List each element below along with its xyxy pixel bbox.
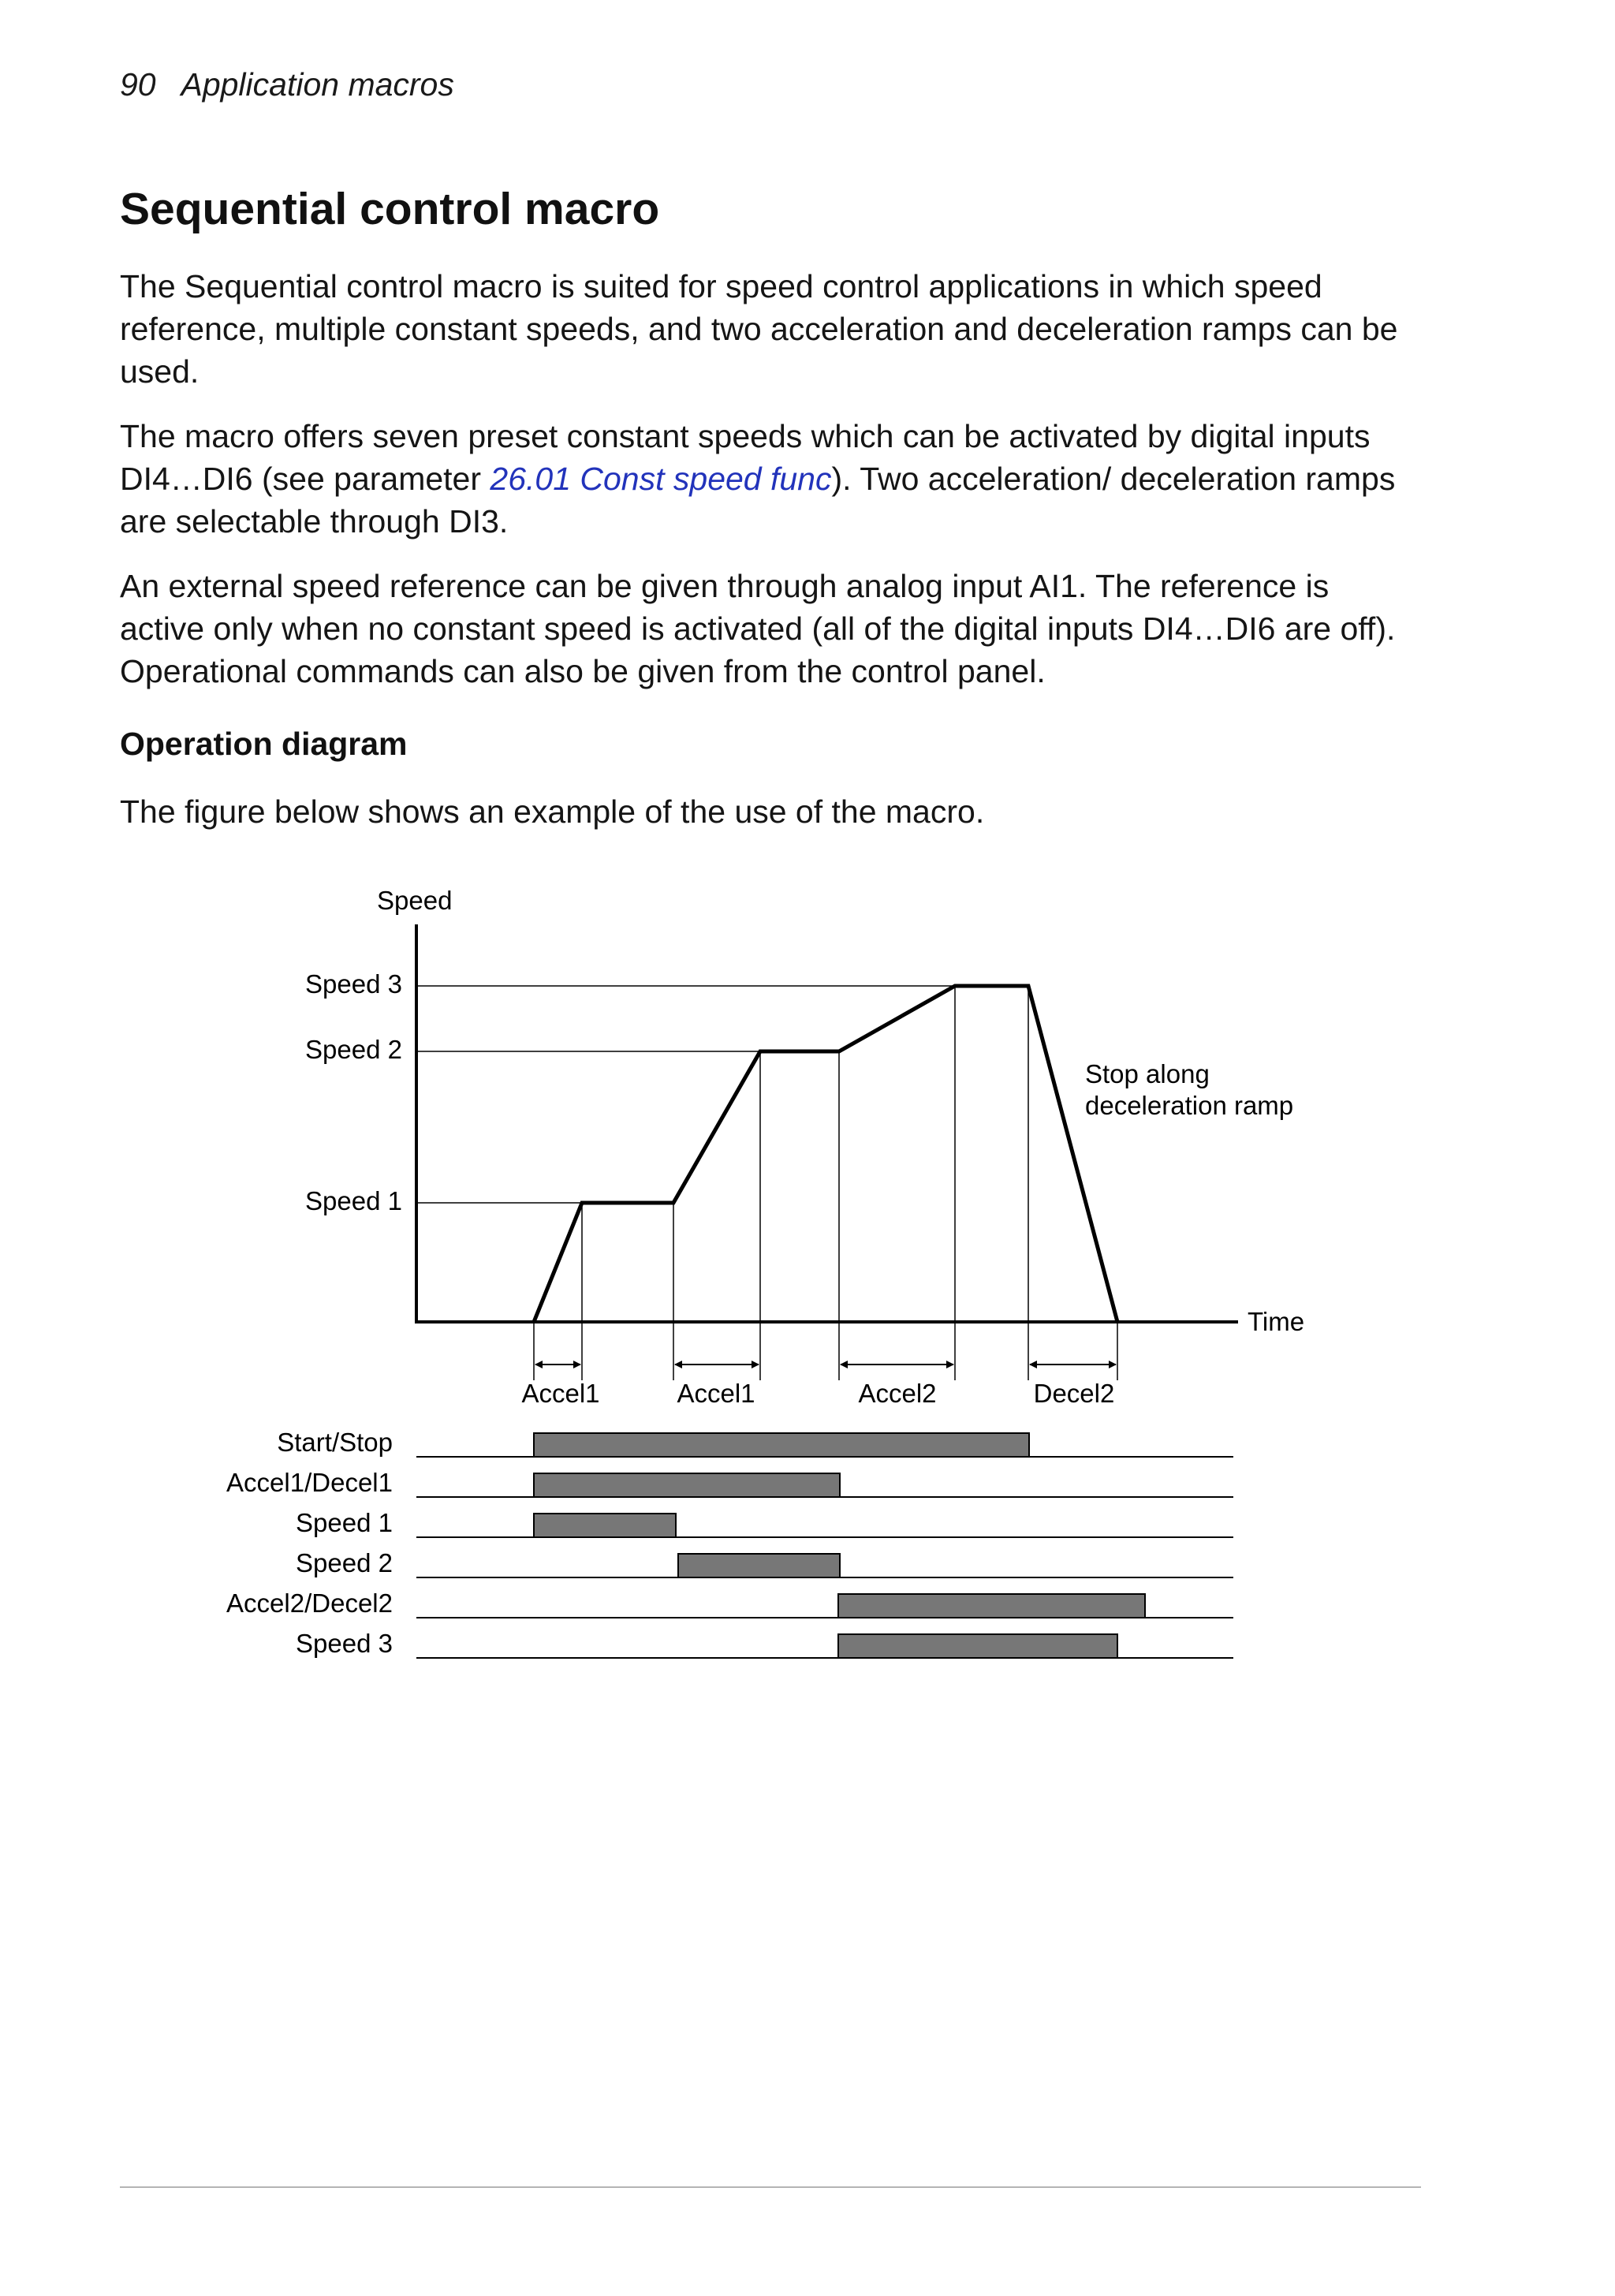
ramp-label: Accel2 [858, 1379, 937, 1408]
ramp-label: Accel1 [677, 1379, 755, 1408]
y-axis-label: Speed [377, 886, 453, 915]
page-number: 90 [120, 66, 156, 103]
signal-label: Accel1/Decel1 [226, 1468, 393, 1497]
page-title: Sequential control macro [120, 184, 660, 234]
start-stop-bar [534, 1433, 1029, 1457]
speed3-bar [838, 1634, 1117, 1658]
x-axis-label: Time [1248, 1307, 1305, 1336]
accel2-decel2-bar [838, 1594, 1145, 1618]
signal-label: Accel2/Decel2 [226, 1589, 393, 1618]
section-heading: Operation diagram [120, 726, 408, 762]
speed-profile [534, 986, 1117, 1322]
paragraph-text: The macro offers seven preset constant speeds which can be activated by digital inputs DI4…DI6 (see parameter [120, 418, 1371, 497]
signal-bars [534, 1433, 1145, 1658]
paragraph-external-reference: An external speed reference can be given through analog input AI1. The reference is active only when no constant speed is activated (all of the digital inputs DI4…DI6 are off). Operational commands can also be given from the control panel. [120, 568, 1396, 689]
speed-level-label: Speed 1 [305, 1186, 402, 1215]
paragraph-text: ). Two acceleration/ deceleration ramps are selectable through DI3. [120, 461, 1396, 539]
signal-label: Speed 3 [296, 1629, 393, 1658]
speed2-bar [678, 1554, 840, 1577]
paragraph-intro: The Sequential control macro is suited for speed control applications in which speed reference, multiple constant speeds, and two acceleration and deceleration ramps can be used. [120, 268, 1398, 390]
stop-annotation: deceleration ramp [1085, 1091, 1294, 1120]
parameter-link[interactable]: 26.01 Const speed func [490, 461, 832, 497]
stop-annotation: Stop along [1085, 1059, 1210, 1088]
signal-label: Speed 1 [296, 1508, 393, 1537]
accel1-decel1-bar [534, 1473, 840, 1497]
section-name: Application macros [181, 66, 454, 103]
footer-divider [120, 2186, 1421, 2188]
speed1-bar [534, 1514, 676, 1537]
signal-label: Start/Stop [277, 1428, 393, 1457]
speed-level-label: Speed 3 [305, 969, 402, 999]
figure-intro: The figure below shows an example of the use of the macro. [120, 793, 985, 830]
signal-label: Speed 2 [296, 1548, 393, 1577]
ramp-label: Accel1 [521, 1379, 600, 1408]
speed-level-label: Speed 2 [305, 1035, 402, 1064]
ramp-label: Decel2 [1033, 1379, 1115, 1408]
